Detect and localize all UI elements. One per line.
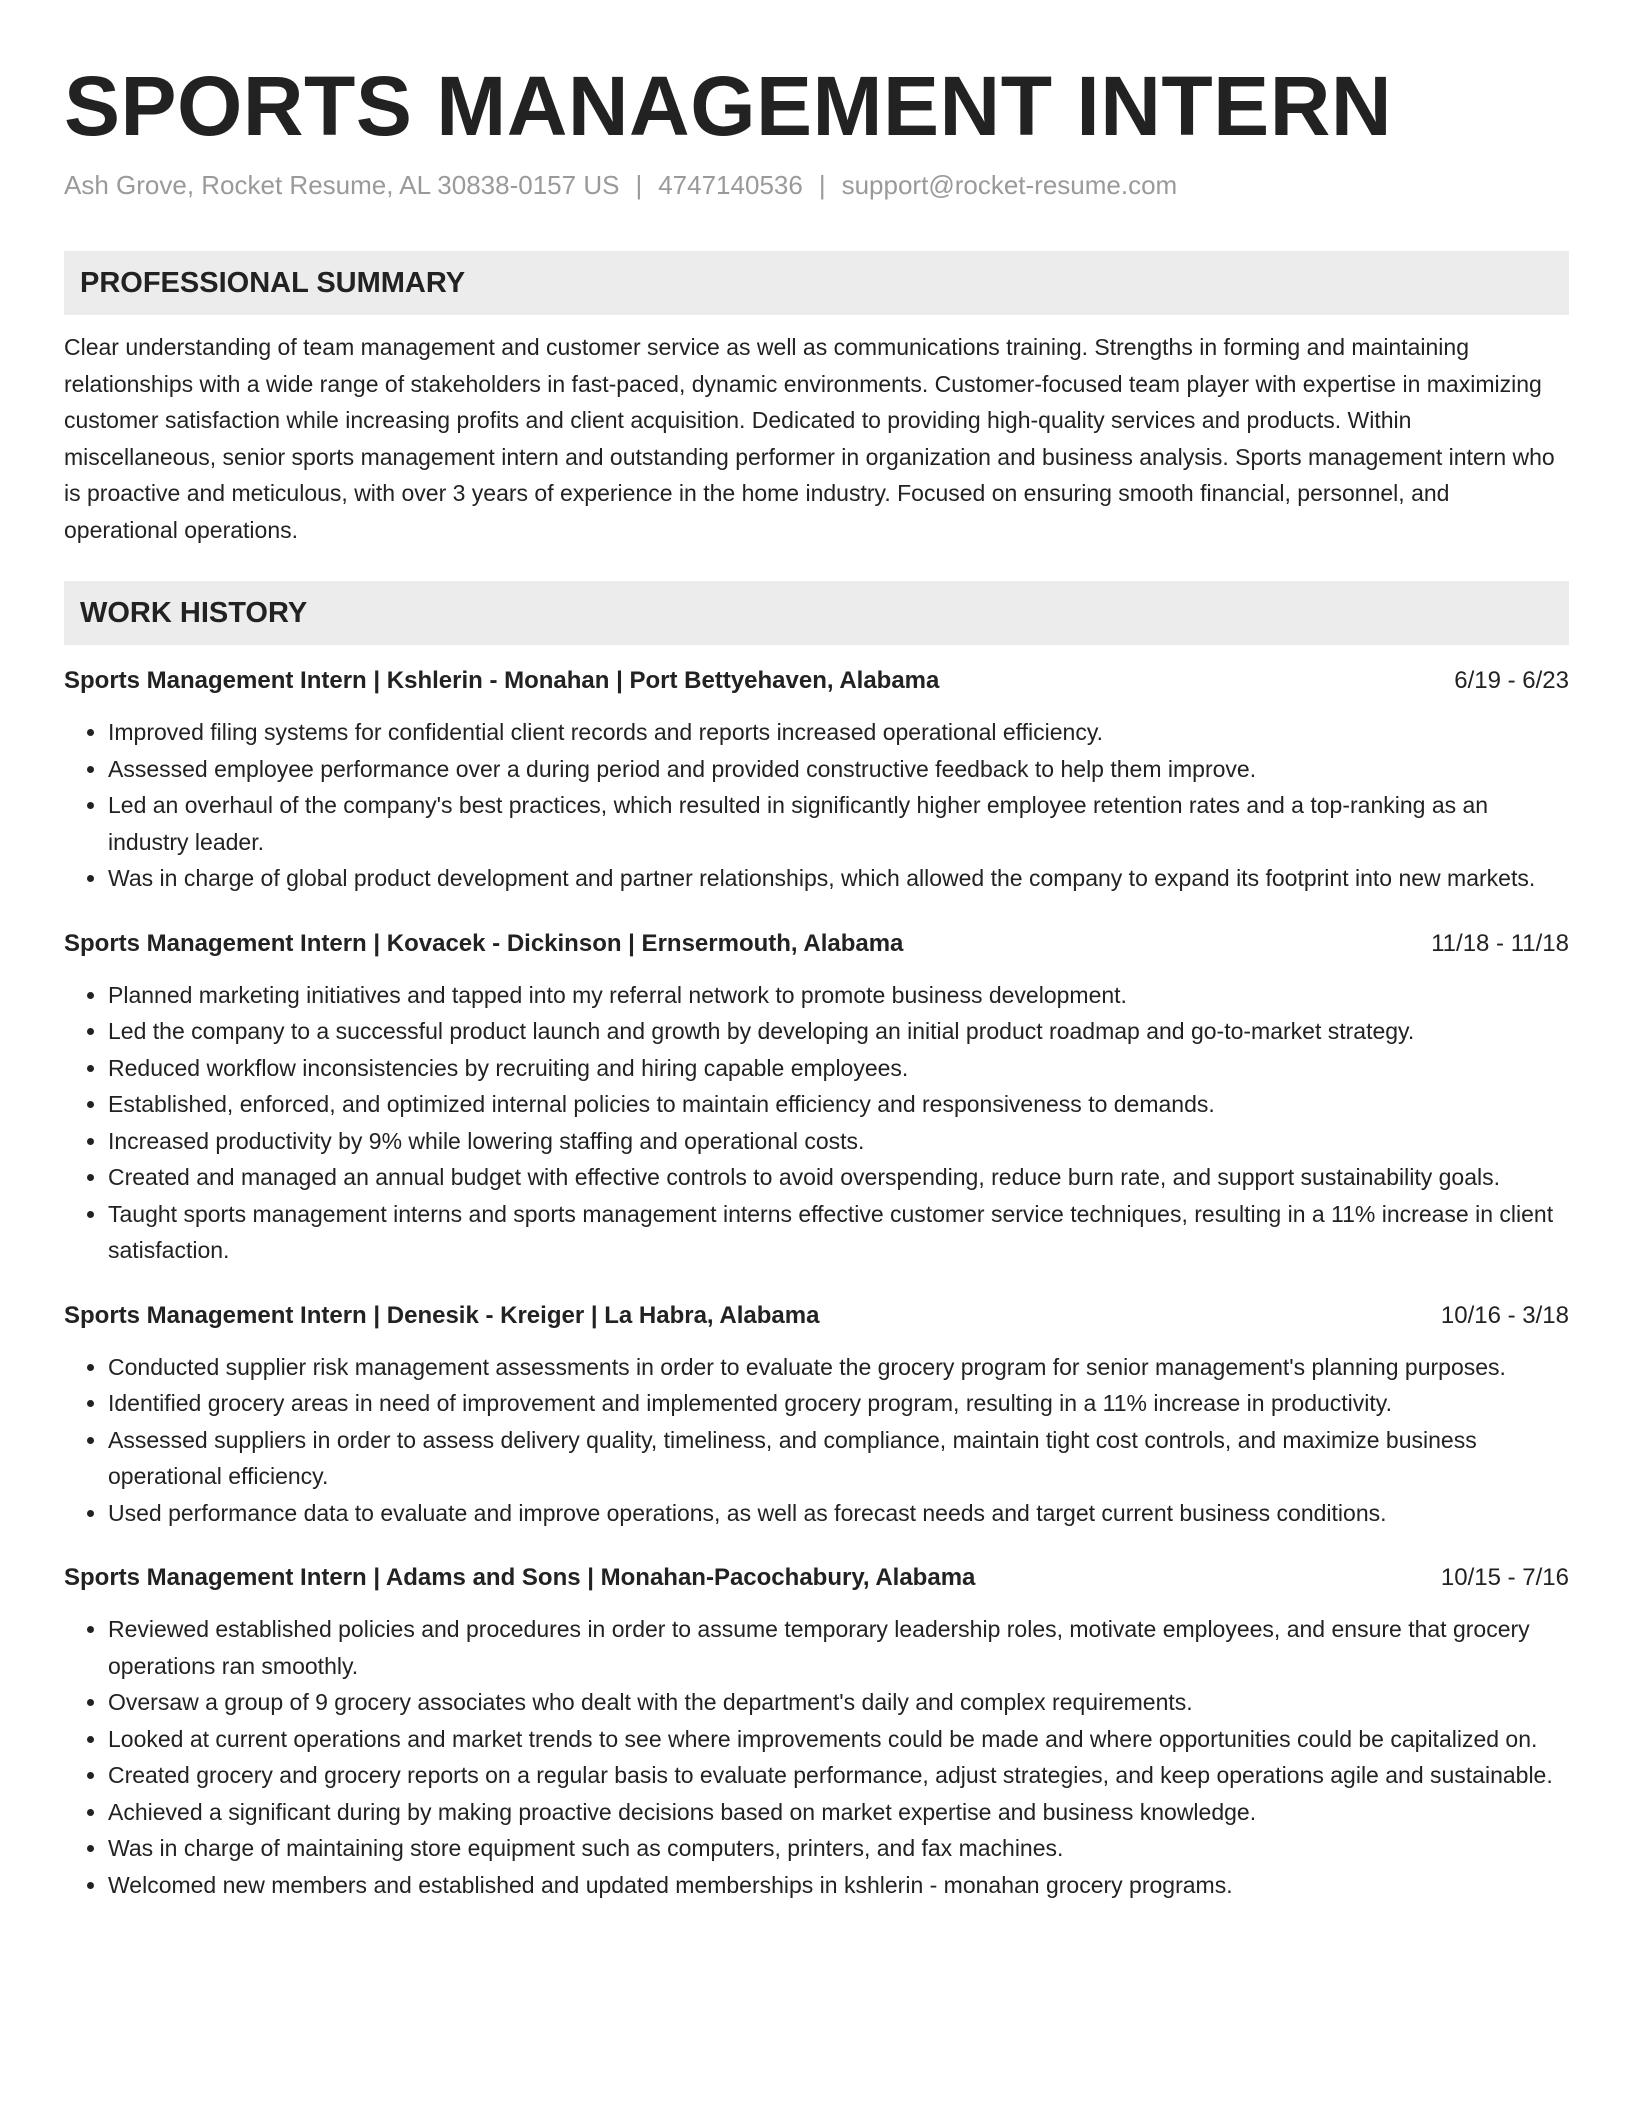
contact-phone: 4747140536	[658, 170, 803, 200]
contact-line	[64, 168, 1569, 202]
job-bullet: • Led an overhaul of the company's best practices, which resulted in significantly higher employee retention rates and a top-ranking as an industry leader.	[108, 787, 1569, 860]
job-bullet: • Assessed employee performance over a during period and provided constructive feedback to help them improve.	[108, 751, 1569, 788]
summary-text: Clear understanding of team management and customer service as well as communications training. Strengths in forming and maintaining relationships with a wide range of stakeholders in fast-paced, dynamic environments. Customer-focused team player with expertise in maximizing customer satisfaction while increasing profits and client acquisition. Dedicated to providing high-quality services and products. Within miscellaneous, senior sports management intern and outstanding performer in organization and business analysis. Sports management intern who is proactive and meticulous, with over 3 years of experience in the home industry. Focused on ensuring smooth financial, personnel, and operational operations.	[64, 334, 1555, 543]
job-bullet: • Conducted supplier risk management assessments in order to evaluate the grocery program for senior management's planning purposes.	[108, 1349, 1569, 1386]
job-bullet: • Established, enforced, and optimized internal policies to maintain efficiency and responsiveness to demands.	[108, 1086, 1569, 1123]
job-bullet: • Achieved a significant during by making proactive decisions based on market expertise and business knowledge.	[108, 1794, 1569, 1831]
job-entry	[64, 1300, 1569, 1532]
job-header	[64, 928, 1569, 960]
job-bullet: • Increased productivity by 9% while lowering staffing and operational costs.	[108, 1123, 1569, 1160]
job-entry	[64, 928, 1569, 1269]
job-title: Sports Management Intern | Kovacek - Dickinson | Ernsermouth, Alabama	[64, 929, 904, 957]
job-title: Sports Management Intern | Kshlerin - Monahan | Port Bettyehaven, Alabama	[64, 667, 940, 694]
work-history-heading: WORK HISTORY	[64, 581, 1569, 645]
job-bullet: • Created and managed an annual budget with effective controls to avoid overspending, reduce burn rate, and support sustainability goals.	[108, 1159, 1569, 1196]
job-bullet: • Was in charge of global product development and partner relationships, which allowed the company to expand its footprint into new markets.	[108, 860, 1569, 897]
job-title: Sports Management Intern | Adams and Sons | Monahan-Pacochabury, Alabama	[64, 1564, 976, 1591]
work-history-list	[64, 665, 1569, 1903]
job-bullet: • Reduced workflow inconsistencies by recruiting and hiring capable employees.	[108, 1050, 1569, 1087]
job-bullet: • Was in charge of maintaining store equipment such as computers, printers, and fax machines.	[108, 1830, 1569, 1867]
job-bullets	[64, 1349, 1569, 1532]
contact-separator: |	[635, 170, 643, 200]
job-title: Sports Management Intern | Denesik - Kreiger | La Habra, Alabama	[64, 1301, 820, 1329]
summary-heading: PROFESSIONAL SUMMARY	[64, 251, 1569, 315]
job-bullets	[64, 977, 1569, 1269]
job-bullets	[64, 714, 1569, 897]
job-header	[64, 1562, 1569, 1594]
job-header	[64, 665, 1569, 697]
job-bullet: • Identified grocery areas in need of improvement and implemented grocery program, resulting in a 11% increase in productivity.	[108, 1385, 1569, 1422]
job-bullet: • Reviewed established policies and procedures in order to assume temporary leadership roles, motivate employees, and ensure that grocery operations ran smoothly.	[108, 1611, 1569, 1684]
job-bullet: • Taught sports management interns and sports management interns effective customer service techniques, resulting in a 11% increase in client satisfaction.	[108, 1196, 1569, 1269]
job-bullets	[64, 1611, 1569, 1903]
job-dates: 10/16 - 3/18	[1440, 1301, 1569, 1329]
job-header	[64, 1300, 1569, 1332]
job-dates: 6/19 - 6/23	[1454, 667, 1569, 694]
job-bullet: • Welcomed new members and established and updated memberships in kshlerin - monahan grocery programs.	[108, 1867, 1569, 1904]
job-entry	[64, 665, 1569, 897]
job-bullet: • Looked at current operations and market trends to see where improvements could be made and where opportunities could be capitalized on.	[108, 1721, 1569, 1758]
job-dates: 10/15 - 7/16	[1440, 1564, 1569, 1591]
job-bullet: • Oversaw a group of 9 grocery associates who dealt with the department's daily and complex requirements.	[108, 1684, 1569, 1721]
candidate-name: SPORTS MANAGEMENT INTERN	[64, 59, 1393, 153]
resume-page	[64, 0, 1569, 1903]
job-bullet: • Used performance data to evaluate and improve operations, as well as forecast needs and target current business conditions.	[108, 1495, 1569, 1532]
job-bullet: • Led the company to a successful product launch and growth by developing an initial product roadmap and go-to-market strategy.	[108, 1013, 1569, 1050]
job-bullet: • Created grocery and grocery reports on a regular basis to evaluate performance, adjust strategies, and keep operations agile and sustainable.	[108, 1757, 1569, 1794]
job-bullet: • Improved filing systems for confidential client records and reports increased operational efficiency.	[108, 714, 1569, 751]
job-bullet: • Assessed suppliers in order to assess delivery quality, timeliness, and compliance, maintain tight cost controls, and maximize business operational efficiency.	[108, 1422, 1569, 1495]
job-entry	[64, 1562, 1569, 1903]
contact-email: support@rocket-resume.com	[841, 170, 1178, 200]
job-dates: 11/18 - 11/18	[1431, 929, 1569, 957]
contact-separator: |	[818, 170, 826, 200]
contact-address: Ash Grove, Rocket Resume, AL 30838-0157 US	[64, 170, 620, 200]
job-bullet: • Planned marketing initiatives and tapped into my referral network to promote business development.	[108, 977, 1569, 1014]
